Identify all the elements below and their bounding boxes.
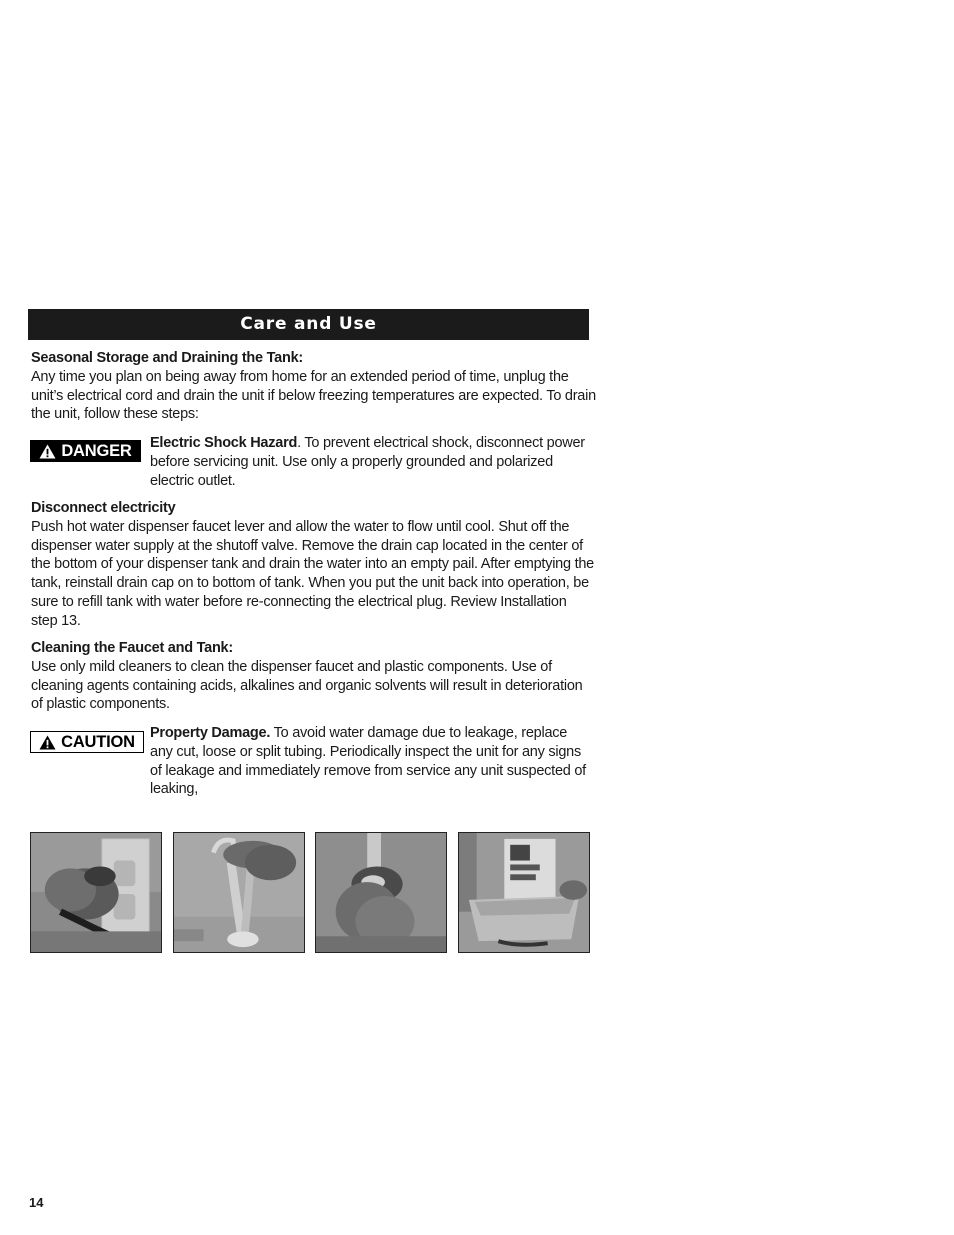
photo-unplug-outlet [30, 832, 162, 953]
tank-drain-pail-photo-icon [459, 833, 589, 952]
danger-badge [30, 440, 141, 462]
disconnect-section [31, 499, 596, 631]
caution-badge [30, 731, 144, 753]
seasonal-storage-section [31, 349, 596, 424]
disconnect-heading: Disconnect electricity [31, 500, 176, 516]
photo-tank-drain [458, 832, 590, 953]
cleaning-heading: Cleaning the Faucet and Tank: [31, 640, 233, 656]
caution-body: To avoid water damage due to leakage, replace any cut, loose or split tubing. Periodically inspect the unit for any signs of leakage and immediately remove from service any unit suspected of leaking, [150, 725, 586, 798]
page-number: 14 [29, 1195, 44, 1210]
cleaning-section [31, 639, 596, 714]
caution-label: CAUTION [61, 732, 135, 751]
photo-shutoff-valve [315, 832, 447, 953]
shutoff-valve-photo-icon [316, 833, 446, 952]
seasonal-storage-body: Any time you plan on being away from home for an extended period of time, unplug the unit’s electrical cord and drain the unit if below freezing temperatures are expected. To drain the unit, follow these steps: [31, 368, 596, 423]
danger-body: . To prevent electrical shock, disconnect power before servicing unit. Use only a properly grounded and polarized electric outlet. [150, 435, 585, 489]
cleaning-body: Use only mild cleaners to clean the dispenser faucet and plastic components. Use of cleaning agents containing acids, alkalines and organic solvents will result in deterioration of plastic components. [31, 658, 583, 713]
caution-warning-text [150, 724, 590, 799]
caution-lead: Property Damage. [150, 725, 271, 741]
danger-label: DANGER [61, 441, 132, 460]
unplug-outlet-photo-icon [31, 833, 161, 952]
disconnect-body: Push hot water dispenser faucet lever and allow the water to flow until cool. Shut off the dispenser water supply at the shutoff valve. Remove the drain cap located in the center of the bottom of your dispenser tank and drain the water into an empty pail. After emptying the tank, reinstall drain cap on to bottom of tank. When you put the unit back into operation, be sure to refill tank with water before re-connecting the electrical plug. Review Installation step 13. [31, 518, 594, 629]
warning-triangle-icon [39, 444, 56, 459]
danger-lead: Electric Shock Hazard [150, 435, 298, 451]
photo-faucet-lever [173, 832, 305, 953]
danger-warning-text [150, 434, 590, 490]
faucet-lever-photo-icon [174, 833, 304, 952]
section-title: Care and Use [240, 314, 377, 334]
warning-triangle-icon [39, 735, 56, 750]
seasonal-storage-heading: Seasonal Storage and Draining the Tank: [31, 350, 303, 366]
section-title-bar [28, 309, 589, 340]
